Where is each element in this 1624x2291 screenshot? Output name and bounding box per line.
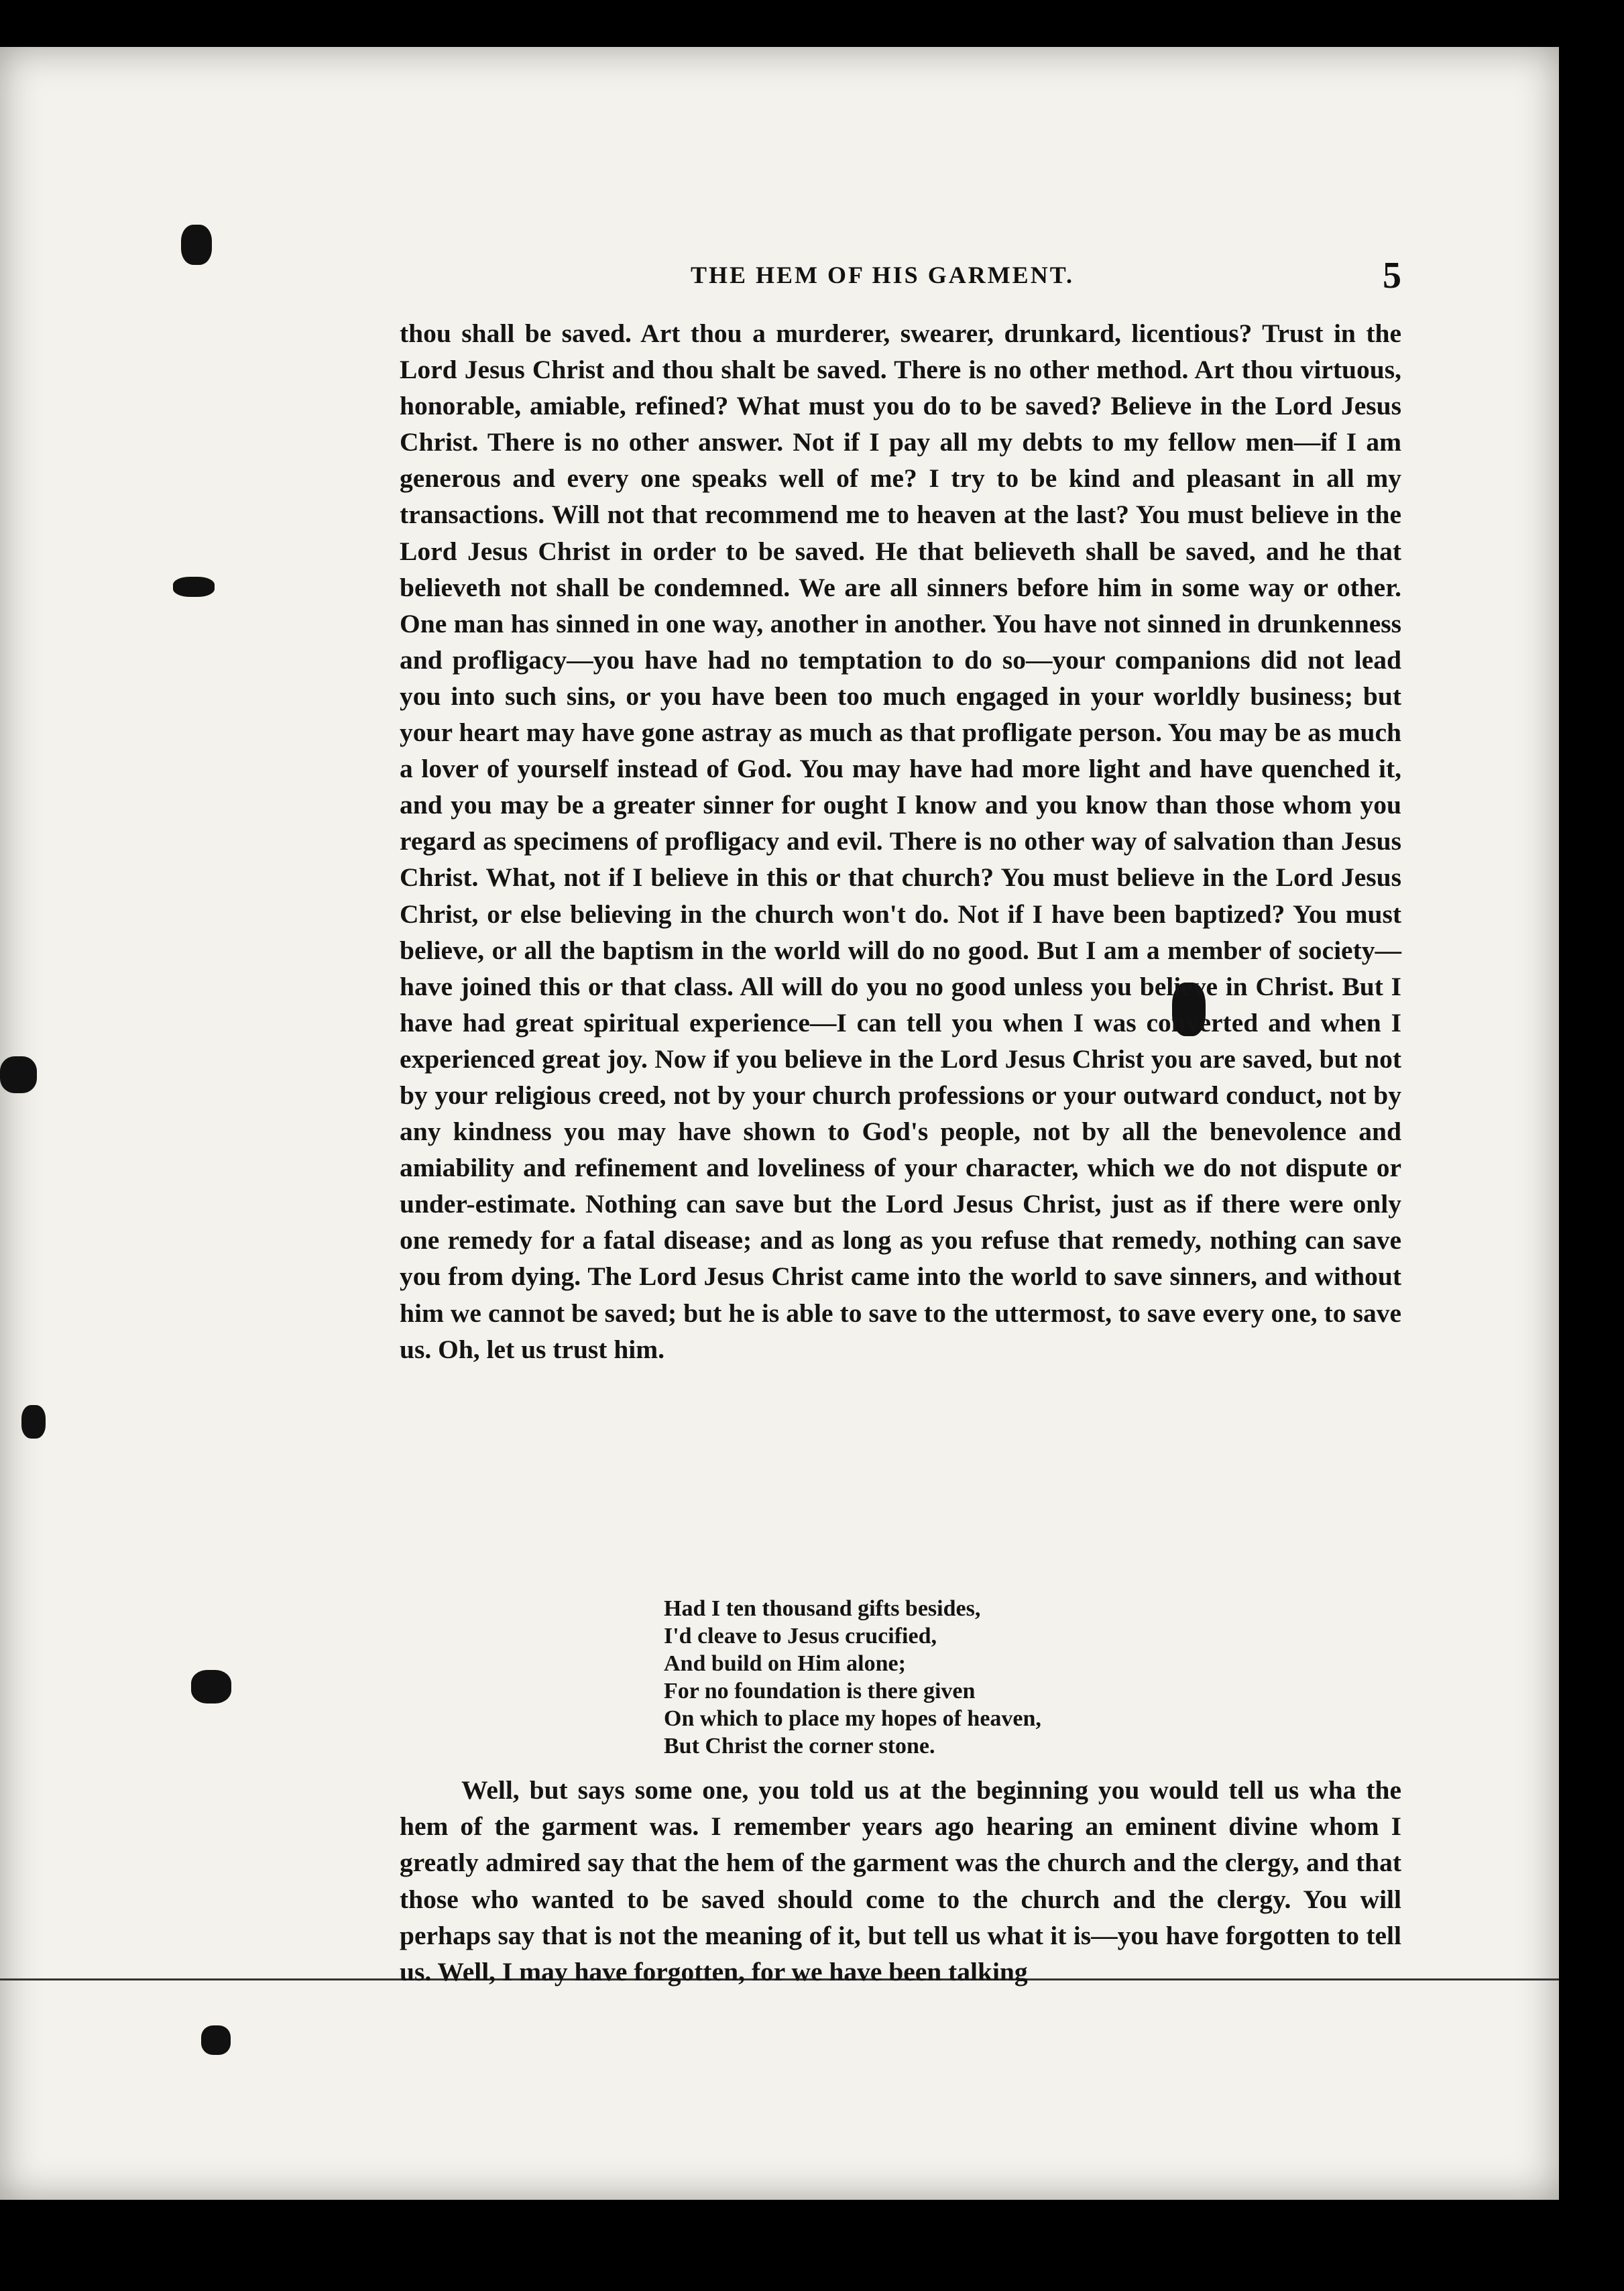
- verse-line: On which to place my hopes of heaven,: [664, 1706, 1041, 1731]
- ink-blot: [181, 225, 212, 265]
- verse-line: Had I ten thousand gifts besides,: [664, 1596, 981, 1621]
- verse-line: And build on Him alone;: [664, 1651, 906, 1676]
- verse-line: I'd cleave to Jesus crucified,: [664, 1624, 937, 1649]
- running-title: THE HEM OF HIS GARMENT.: [691, 262, 1075, 288]
- verse-line: But Christ the corner stone.: [664, 1734, 935, 1758]
- page-number: 5: [1383, 255, 1401, 296]
- verse-block: [664, 1595, 1041, 1760]
- ink-blot: [191, 1670, 231, 1703]
- paragraph-text: thou shall be saved. Art thou a murderer, swearer, drunkard, licentious? Trust in the Lord Jesus Christ and thou shalt be saved. There is no other method. Art thou virtuous, honorable, amiable, refined? What must you do to be saved? Believe in the Lord Jesus Christ. There is no other answer. Not if I pay all my debts to my fellow men—if I am generous and every one speaks well of me? I try to be kind and pleasant in all my transactions. Will not that recommend me to heaven at the last? You must believe in the Lord Jesus Christ in order to be saved. He that believeth shall be saved, and he that believeth not shall be condemned. We are all sinners before him in some way or other. One man has sinned in one way, another in another. You have not sinned in drunkenness and profligacy—you have had no temptation to do so—your companions did not lead you into such sins, or you have been too much engaged in your worldly business; but your heart may have gone astray as much as that profligate person. You may be as much a lover of yourself instead of God. You may have had more light and have quenched it, and you may be a greater sinner for ought I know and you know than those whom you regard as specimens of profligacy and evil. There is no other way of salvation than Jesus Christ. What, not if I believe in this or that church? You must believe in the Lord Jesus Christ, or else believing in the church won't do. Not if I have been baptized? You must believe, or all the baptism in the world will do no good. But I am a member of society—have joined this or that class. All will do you no good unless you believe in Christ. But I have had great spiritual experience—I can tell you when I was converted and when I experienced great joy. Now if you believe in the Lord Jesus Christ you are saved, but not by your religious creed, not by your church professions or your outward conduct, not by any kindness you may have shown to God's people, not by all the benevolence and amiability and refinement and loveliness of your character, which we do not dispute or under-estimate. Nothing can save but the Lord Jesus Christ, just as if there were only one remedy for a fatal disease; and as long as you refuse that remedy, nothing can save you from dying. The Lord Jesus Christ came into the world to save sinners, and without him we cannot be saved; but he is able to save to the uttermost, to save every one, to save us. Oh, let us trust him.: [400, 319, 1401, 1364]
- continuation-paragraph: Well, but says some one, you told us at the beginning you would tell us wha the hem of the garment was. I remember years ago hearing an eminent divine whom I greatly admired say that the hem of the garment was the church and the clergy, and that those who wanted to be saved should come to the church and the clergy. You will perhaps say that is not the meaning of it, but tell us what it is—you have forgotten to tell us. Well, I may have forgotten, for we have been talking: [400, 1775, 1401, 1987]
- body-paragraph: [400, 315, 1401, 1367]
- ink-blot: [0, 1056, 37, 1093]
- ink-blot: [201, 2025, 231, 2055]
- verse-line: For no foundation is there given: [664, 1679, 976, 1703]
- page-header: [691, 255, 1401, 298]
- ink-blot: [173, 577, 215, 597]
- ink-blot: [21, 1405, 46, 1439]
